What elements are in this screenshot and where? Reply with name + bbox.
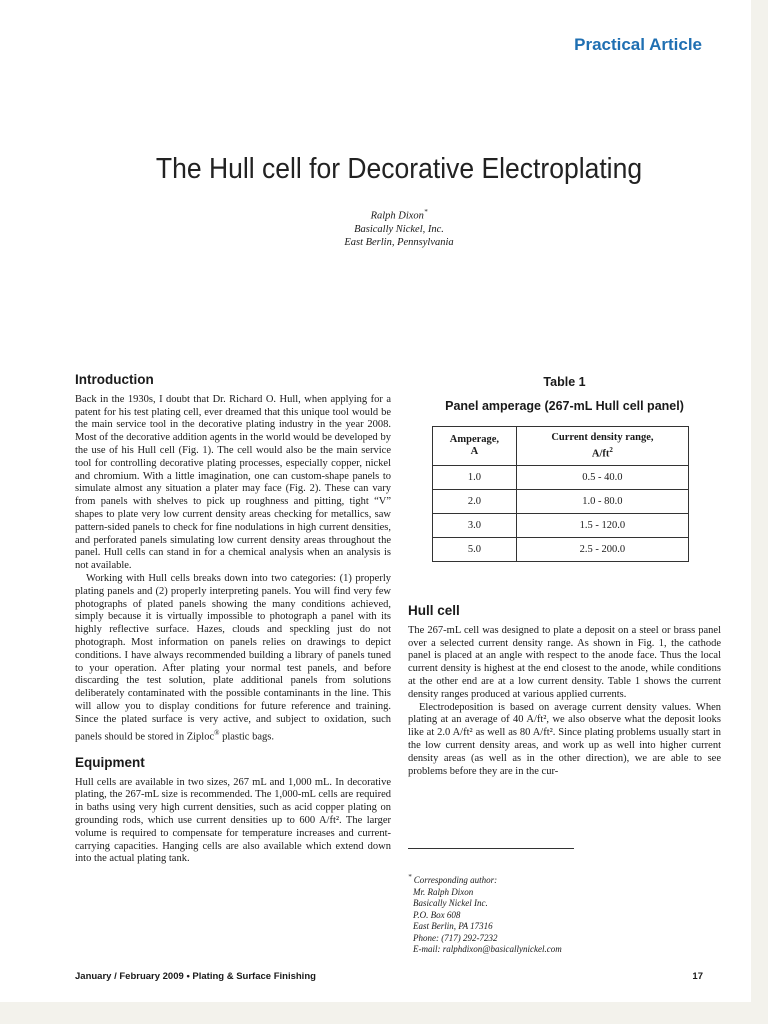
footnote-mark: * xyxy=(408,873,412,881)
table-row xyxy=(433,514,689,538)
author-company: Basically Nickel, Inc. xyxy=(354,223,444,235)
table-row xyxy=(433,466,689,490)
table-row xyxy=(433,490,689,514)
page-number: 17 xyxy=(692,971,703,982)
corresponding-author-footnote xyxy=(408,872,708,956)
introduction-paragraph-2-end: plastic bags. xyxy=(219,731,274,743)
equipment-heading: Equipment xyxy=(75,754,145,770)
table-caption: Panel amperage (267-mL Hull cell panel) xyxy=(445,399,684,413)
table-header-row xyxy=(433,427,689,466)
range-cell: 2.5 - 200.0 xyxy=(516,538,688,562)
amperage-cell: 2.0 xyxy=(433,490,517,514)
footnote-line: P.O. Box 608 xyxy=(413,909,461,920)
hull-cell-paragraph-2: Electrodeposition is based on average current density values. When plating at an average of 40 A/ft², we also observe what the deposit looks like at 2.0 A/ft² as well as 80 A/ft². Since plating problems usually start in the low current density areas, and work up as well into higher current density areas (as well as in the other direction), we are able to see problems before they are in the cur- xyxy=(408,701,721,777)
table-label: Table 1 xyxy=(543,375,586,389)
panel-amperage-table xyxy=(432,426,689,562)
footer-separator: • xyxy=(186,971,190,982)
column-header-current-density: Current density range, $A/ft^2$ xyxy=(516,427,688,466)
byline xyxy=(0,206,768,249)
footnote-divider xyxy=(408,848,574,849)
footer-issue xyxy=(75,971,316,982)
amperage-cell: 1.0 xyxy=(433,466,517,490)
hull-cell-heading: Hull cell xyxy=(408,603,460,618)
introduction-paragraph-2-text: Working with Hull cells breaks down into two categories: (1) properly plating panels and (2) properly interpreting panels. You will find very few photographs of plated panels showing the many conditions achieved, simply because it is virtually impossible to photograph a panel with its highly reflective surface. Hazes, clouds and speckling just do not photograph. Most information on panels relies on drawings to depict conditions. I have always recommended building a library of panels tuned to your operation. After plating your normal test panels, and before discarding the test solution, plate additional panels from solutions deliberately contaminated with the possible contaminants in the line. This will allow you to display conditions for future reference and training. Since the plated surface is very active, and subject to oxidation, such panels should be stored in Ziploc xyxy=(75,572,391,743)
range-cell: 1.5 - 120.0 xyxy=(516,514,688,538)
registered-mark: ® xyxy=(214,728,220,737)
amperage-cell: 3.0 xyxy=(433,514,517,538)
section-label: Practical Article xyxy=(574,35,702,54)
right-column xyxy=(408,605,721,778)
footer-journal-name: Plating & Surface Finishing xyxy=(192,971,316,982)
footer-issue-date: January / February 2009 xyxy=(75,971,184,982)
range-cell: 1.0 - 80.0 xyxy=(516,490,688,514)
equipment-paragraph-1: Hull cells are available in two sizes, 267 mL and 1,000 mL. In decorative plating, the 267-mL size is recommended. The 1,000-mL cells are required in baths using very high current densities, such as acid copper plating on grounding rods, which use current densities up to 600 A/ft². The larger volume is required to compensate for temperature increases and current-carrying capacities. Hanging cells are also available which extend down into the actual plating tank. xyxy=(75,776,391,865)
article-title: The Hull cell for Decorative Electroplating xyxy=(155,153,643,185)
amperage-cell: 5.0 xyxy=(433,538,517,562)
footnote-line: Mr. Ralph Dixon xyxy=(413,886,474,897)
introduction-heading: Introduction xyxy=(75,372,154,387)
introduction-paragraph-1: Back in the 1930s, I doubt that Dr. Richard O. Hull, when applying for a patent for his test plating cell, ever dreamed that this unique tool would be the main service tool in the decorative plating industry in the year 2008. Most of the decorative addition agents in the world would be developed by the use of his Hull cell (Fig. 1). The cell would also be the main service tool for controlling decorative plating processes, especially copper, nickel and chromium. With a little imagination, one can custom-shape panels to simulate almost any situation a plater may face (Fig. 2). These can vary from panels with shelves to pick up roughness and pitting, tight “V” shapes to plate very low current density areas checking for metallics, saw pattern-sided panels to check for fine nodulations in high current densities, and perforated panels simulating low current density areas throughout the panel. Hull cells can stand in for a chemical analysis when an analysis is not available. xyxy=(75,393,391,572)
author-name: Ralph Dixon xyxy=(370,210,424,222)
footnote-line: Phone: (717) 292-7232 xyxy=(413,932,498,943)
table-row xyxy=(433,538,689,562)
introduction-paragraph-2 xyxy=(75,573,391,744)
footnote-line: Basically Nickel Inc. xyxy=(413,898,488,908)
footnote-line: E-mail: ralphdixon@basicallynickel.com xyxy=(413,944,562,954)
author-footnote-mark: * xyxy=(423,208,428,216)
footnote-line: East Berlin, PA 17316 xyxy=(413,921,493,931)
author-location: East Berlin, Pennsylvania xyxy=(344,236,454,248)
left-column xyxy=(75,374,391,866)
hull-cell-paragraph-1: The 267-mL cell was designed to plate a deposit on a steel or brass panel over a selected current density range. As shown in Fig. 1, the cathode panel is placed at an angle with respect to the anode face. Thus the local current density is highest at the end closest to the anode, while conditions at the other end are at a low current density. Table 1 shows the current density ranges produced at various applied currents. xyxy=(408,624,721,700)
range-cell: 0.5 - 40.0 xyxy=(516,466,688,490)
column-header-amperage: Amperage, A xyxy=(433,427,517,466)
footnote-label: Corresponding author: xyxy=(413,875,498,885)
